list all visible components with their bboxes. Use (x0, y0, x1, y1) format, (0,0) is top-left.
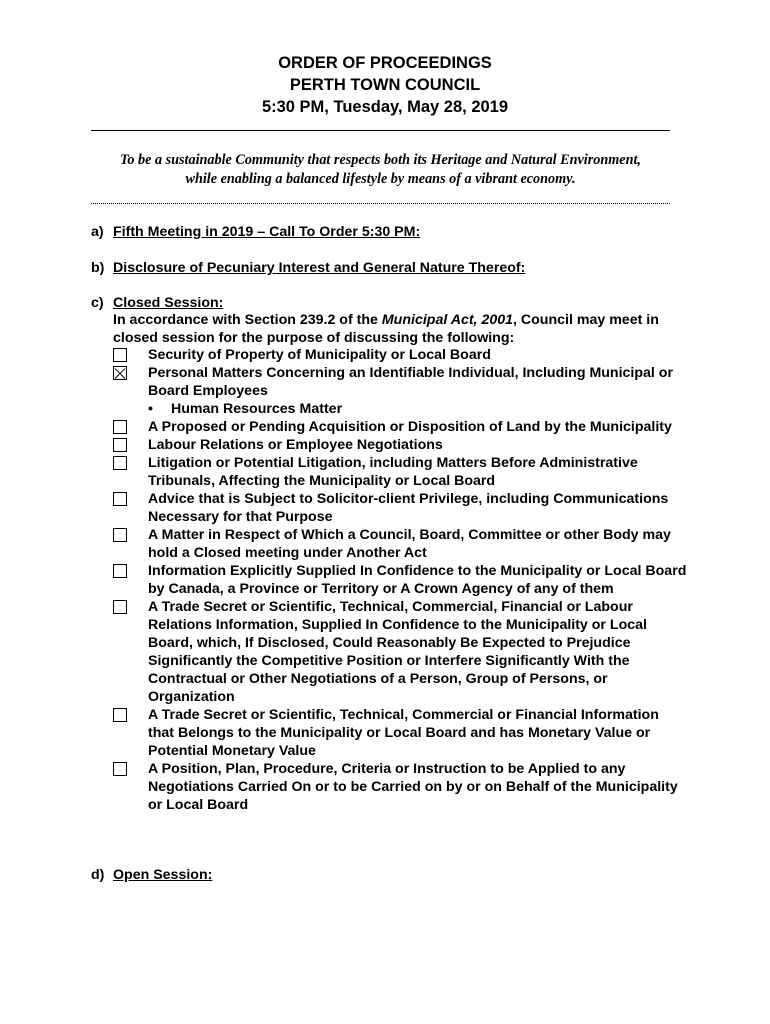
act-name: Municipal Act, 2001 (381, 312, 514, 328)
checklist-item (113, 346, 688, 364)
checklist-item (113, 598, 688, 706)
checklist-item-label: Labour Relations or Employee Negotiations (148, 437, 443, 453)
section-heading: Disclosure of Pecuniary Interest and General Nature Thereof: (113, 260, 526, 276)
section-heading: Open Session: (113, 867, 213, 883)
sub-bullet-item (113, 400, 688, 418)
checkbox[interactable] (113, 528, 127, 542)
document-title: ORDER OF PROCEEDINGS (278, 54, 492, 72)
checklist-item (113, 436, 688, 454)
checkbox[interactable] (113, 348, 127, 362)
motto-line-2: while enabling a balanced lifestyle by means of a vibrant economy. (185, 171, 576, 187)
checklist-item-label: Information Explicitly Supplied In Confidence to the Municipality or Local Board by Canada, a Province or Territory or A Crown Agency of any of them (148, 563, 687, 597)
section-heading: Closed Session: (113, 295, 224, 311)
checkbox[interactable] (113, 564, 127, 578)
section-letter: c) (91, 295, 104, 311)
council-name: PERTH TOWN COUNCIL (289, 76, 481, 94)
closed-session-intro (113, 311, 688, 347)
checklist-item-label: A Trade Secret or Scientific, Technical, Commercial, Financial or Labour Relations Information, Supplied In Confidence to the Municipality or Local Board, which, If Disclosed, Could Reasonably Be Expected to Prejudice Significantly the Competitive Position or Interfere Significantly With the Contractual or Other Negotiations of a Person, Group of Persons, or Organization (148, 599, 647, 705)
section-letter: b) (91, 260, 105, 276)
checklist-item-label: Personal Matters Concerning an Identifiable Individual, Including Municipal or Board Employees (148, 365, 673, 399)
checklist-item (113, 454, 688, 490)
checklist-item (113, 562, 688, 598)
motto-line-1: To be a sustainable Community that respects both its Heritage and Natural Environment, (120, 152, 641, 168)
checklist-item-label: A Trade Secret or Scientific, Technical, Commercial or Financial Information that Belongs to the Municipality or Local Board and has Monetary Value or Potential Monetary Value (148, 707, 659, 759)
checkbox[interactable] (113, 438, 127, 452)
checklist-item-label: A Matter in Respect of Which a Council, Board, Committee or other Body may hold a Closed meeting under Another Act (148, 527, 671, 561)
checkbox[interactable] (113, 420, 127, 434)
checklist-item-label: A Position, Plan, Procedure, Criteria or Instruction to be Applied to any Negotiations Carried On or to be Carried on by or on Behalf of the Municipality or Local Board (148, 761, 678, 813)
section-letter: a) (91, 224, 104, 240)
document-header (0, 52, 770, 118)
checklist-item-label: Security of Property of Municipality or Local Board (148, 347, 491, 363)
bullet-icon: • (148, 401, 153, 417)
section-heading: Fifth Meeting in 2019 – Call To Order 5:30 PM: (113, 224, 421, 240)
section-letter: d) (91, 867, 105, 883)
checkbox-checked[interactable] (113, 366, 127, 380)
checklist-item (113, 706, 688, 760)
sub-bullet-label: Human Resources Matter (171, 401, 343, 417)
checklist-item (113, 490, 688, 526)
meeting-datetime: 5:30 PM, Tuesday, May 28, 2019 (261, 98, 509, 116)
checklist-item (113, 364, 688, 400)
checkbox[interactable] (113, 708, 127, 722)
closed-session-checklist (113, 346, 688, 814)
intro-text: , Council may meet in closed session for the purpose of discussing the following: (113, 312, 659, 346)
checklist-item-label: Litigation or Potential Litigation, including Matters Before Administrative Tribunals, Affecting the Municipality or Local Board (148, 455, 638, 489)
checklist-item (113, 526, 688, 562)
checkbox[interactable] (113, 762, 127, 776)
checklist-item-label: A Proposed or Pending Acquisition or Disposition of Land by the Municipality (148, 419, 672, 435)
checkbox[interactable] (113, 492, 127, 506)
checkbox[interactable] (113, 600, 127, 614)
checkbox[interactable] (113, 456, 127, 470)
checklist-item (113, 760, 688, 814)
motto (91, 151, 670, 189)
intro-text: In accordance with Section 239.2 of the (113, 312, 382, 328)
checklist-item-label: Advice that is Subject to Solicitor-client Privilege, including Communications Necessary for that Purpose (148, 491, 669, 525)
header-divider (91, 130, 670, 131)
motto-divider (91, 203, 670, 204)
checklist-item (113, 418, 688, 436)
